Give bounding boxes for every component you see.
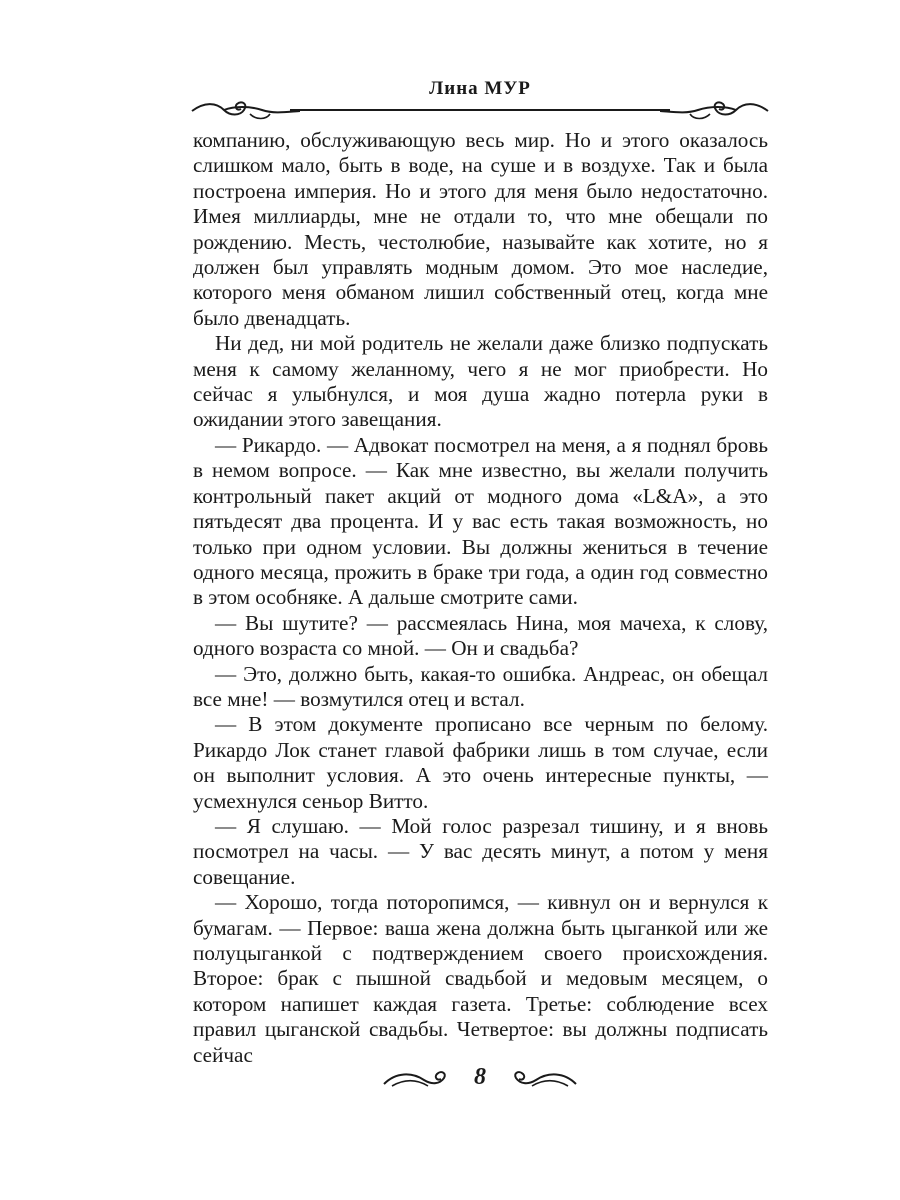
main-text bbox=[193, 128, 768, 1068]
paragraph-5: — Это, должно быть, какая-то ошибка. Андреас, он обещал все мне! — возмутился отец и встал. bbox=[193, 661, 768, 711]
book-author-title: Лина МУР bbox=[429, 78, 531, 99]
page-footer bbox=[370, 1060, 590, 1100]
paragraph-8: — Хорошо, тогда поторопимся, — кивнул он и вернулся к бумагам. — Первое: ваша жена должна быть цыганкой или же полуцыганкой с подтверждением своего происхождения. Второе: брак с пышной свадьбой и медовым месяцем, о котором напишет каждая газета. Третье: соблюдение всех правил цыганской свадьбы. Четвертое: вы должны подписать сейчас bbox=[193, 890, 768, 1067]
header-rule bbox=[290, 109, 670, 111]
paragraph-6: — В этом документе прописано все черным по белому. Рикардо Лок станет главой фабрики лишь в том случае, если он выполнит условия. А это очень интересные пункты, — усмехнулся сеньор Витто. bbox=[193, 712, 768, 813]
flourish-ornament-right-icon bbox=[660, 96, 770, 126]
flourish-ornament-left-icon bbox=[190, 96, 300, 126]
running-header bbox=[190, 72, 770, 132]
page-number: 8 bbox=[474, 1064, 486, 1090]
paragraph-1: компанию, обслуживающую весь мир. Но и этого оказалось слишком мало, быть в воде, на суше и в воздухе. Так и была построена империя. Но и этого для меня было недостаточно. Имея миллиарды, мне не отдали то, что мне обещали по рождению. Месть, честолюбие, называйте как хотите, но я должен был управлять модным домом. Это мое наследие, которого меня обманом лишил собственный отец, когда мне было двенадцать. bbox=[193, 128, 768, 330]
footer-flourish-right-icon bbox=[508, 1066, 578, 1092]
paragraph-4: — Вы шутите? — рассмеялась Нина, моя мачеха, к слову, одного возраста со мной. — Он и свадьба? bbox=[193, 610, 768, 661]
paragraph-3: — Рикардо. — Адвокат посмотрел на меня, а я поднял бровь в немом вопросе. — Как мне известно, вы желали получить контрольный пакет акций от модного дома «L&A», а это пятьдесят два процента. И у вас есть такая возможность, но только при одном условии. Вы должны жениться в течение одного месяца, прожить в браке три года, а один год совместно в этом особняке. А дальше смотрите сами. bbox=[193, 432, 768, 610]
paragraph-7: — Я слушаю. — Мой голос разрезал тишину, и я вновь посмотрел на часы. — У вас десять минут, а потом у меня совещание. bbox=[193, 813, 768, 889]
paragraph-2: Ни дед, ни мой родитель не желали даже близко подпускать меня к самому желанному, чего я не мог приобрести. Но сейчас я улыбнулся, и моя душа жадно потерла руки в ожидании этого завещания. bbox=[193, 331, 768, 432]
